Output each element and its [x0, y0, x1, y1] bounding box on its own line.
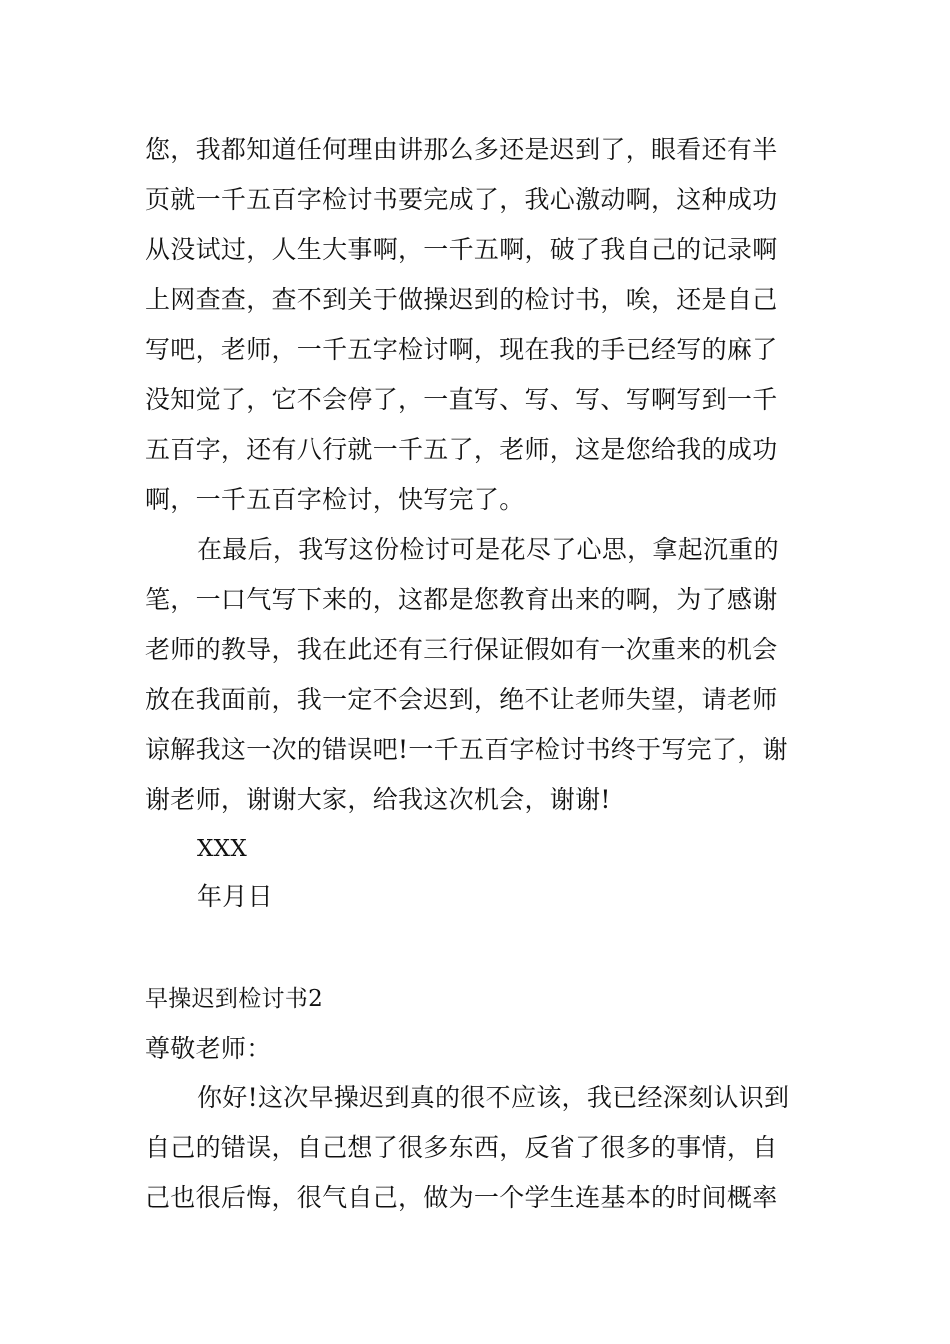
section-title: 早操迟到检讨书2: [145, 986, 324, 1012]
salutation: 尊敬老师：: [145, 1034, 272, 1063]
paragraph-line: 己也很后悔，很气自己，做为一个学生连基本的时间概率: [145, 1183, 778, 1212]
paragraph-line: 谢老师，谢谢大家，给我这次机会，谢谢!: [145, 785, 611, 814]
paragraph-line: 自己的错误，自己想了很多东西，反省了很多的事情，自: [145, 1133, 778, 1162]
paragraph-line: 你好!这次早操迟到真的很不应该，我已经深刻认识到: [197, 1083, 790, 1112]
paragraph-line: 笔，一口气写下来的，这都是您教育出来的啊，为了感谢: [145, 585, 778, 614]
paragraph-line: 啊，一千五百字检讨，快写完了。: [145, 485, 525, 514]
date-line: 年月日: [197, 882, 273, 911]
paragraph-line: 放在我面前，我一定不会迟到，绝不让老师失望，请老师: [145, 685, 778, 714]
paragraph-line: 没知觉了，它不会停了，一直写、写、写、写啊写到一千: [145, 385, 778, 414]
paragraph-line: 五百字，还有八行就一千五了，老师，这是您给我的成功: [145, 435, 778, 464]
paragraph-line: 上网查查，查不到关于做操迟到的检讨书，唉，还是自己: [145, 285, 778, 314]
paragraph-line: 谅解我这一次的错误吧!一千五百字检讨书终于写完了，谢: [145, 735, 788, 764]
paragraph-line: 写吧，老师，一千五字检讨啊，现在我的手已经写的麻了: [145, 335, 778, 364]
paragraph-line: 老师的教导，我在此还有三行保证假如有一次重来的机会: [145, 635, 778, 664]
paragraph-line: 页就一千五百字检讨书要完成了，我心激动啊，这种成功: [145, 185, 778, 214]
paragraph-line: 在最后，我写这份检讨可是花尽了心思，拿起沉重的: [197, 535, 779, 564]
paragraph-line: 从没试过，人生大事啊，一千五啊，破了我自己的记录啊: [145, 235, 778, 264]
paragraph-line: 您，我都知道任何理由讲那么多还是迟到了，眼看还有半: [145, 135, 778, 164]
signature: XXX: [197, 836, 248, 862]
